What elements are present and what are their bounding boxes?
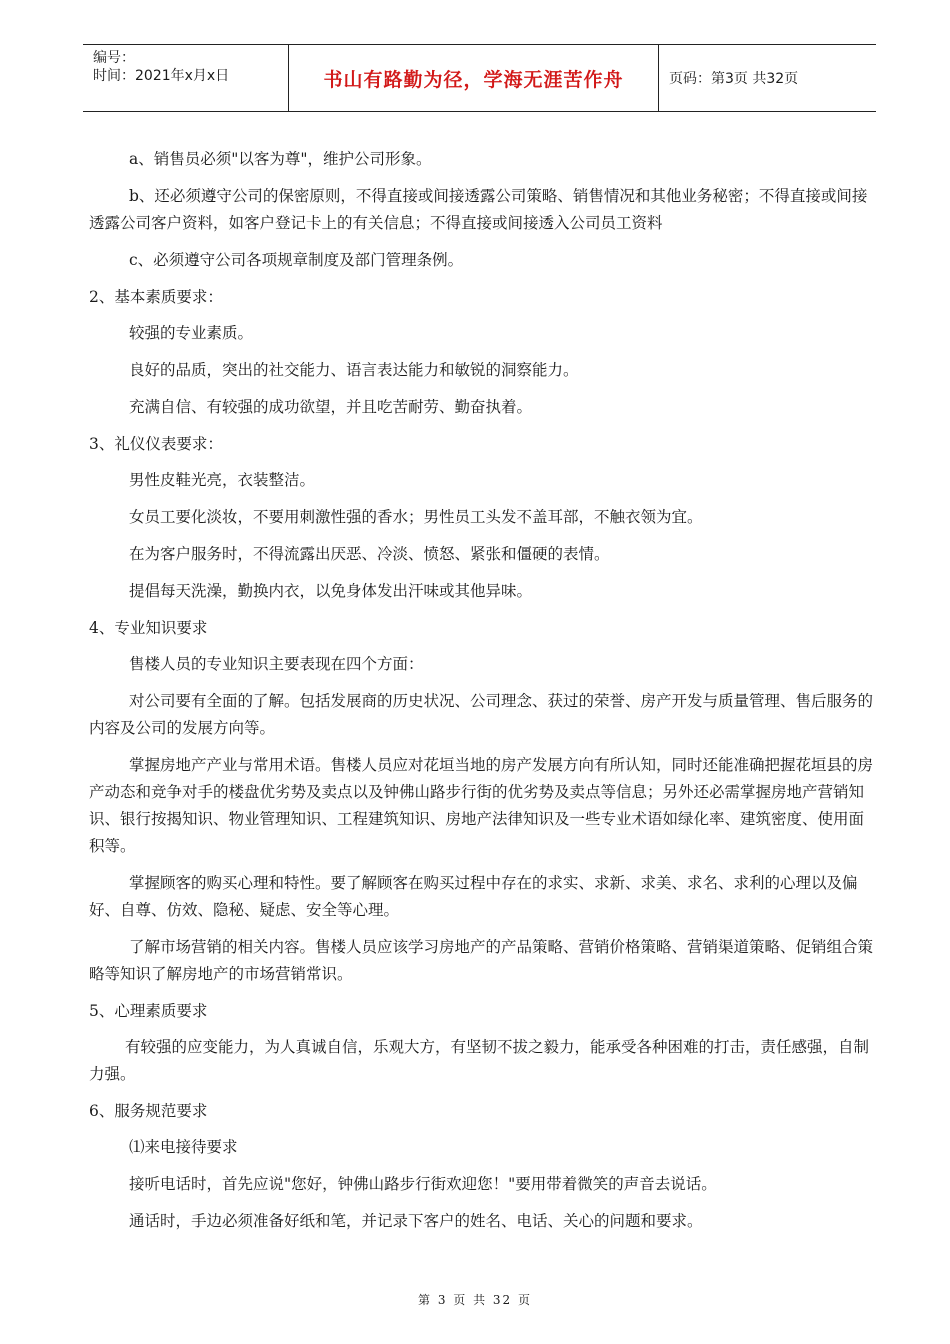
document-body <box>89 146 879 1245</box>
document-number-label: 编号： <box>93 50 135 66</box>
section-heading: 6、服务规范要求 <box>89 1102 208 1120</box>
section-heading: 5、心理素质要求 <box>89 1002 208 1020</box>
paragraph: 接听电话时，首先应说"您好，钟佛山路步行街欢迎您！"要用带着微笑的声音去说话。 <box>129 1175 717 1193</box>
paragraph: a、销售员必须"以客为尊"，维护公司形象。 <box>129 150 432 168</box>
paragraph: 较强的专业素质。 <box>129 324 254 342</box>
page-header <box>83 44 876 112</box>
page-footer: 第 3 页 共 32 页 <box>418 1293 532 1307</box>
header-meta <box>83 45 289 111</box>
section-heading: 4、专业知识要求 <box>89 619 208 637</box>
paragraph: 对公司要有全面的了解。包括发展商的历史状况、公司理念、获过的荣誉、房产开发与质量管理、售后服务的内容及公司的发展方向等。 <box>89 692 874 737</box>
subsection-heading: ⑴来电接待要求 <box>129 1138 238 1156</box>
header-page-info: 页码：第3页 共32页 <box>669 71 799 87</box>
header-motto: 书山有路勤为径，学海无涯苦作舟 <box>289 45 659 111</box>
paragraph: 男性皮鞋光亮，衣装整洁。 <box>129 471 316 489</box>
paragraph: c、必须遵守公司各项规章制度及部门管理条例。 <box>129 251 464 269</box>
paragraph: 充满自信、有较强的成功欲望，并且吃苦耐劳、勤奋执着。 <box>129 398 533 416</box>
paragraph: 掌握房地产产业与常用术语。售楼人员应对花垣当地的房产发展方向有所认知，同时还能准确把握花垣县的房产动态和竞争对手的楼盘优劣势及卖点以及钟佛山路步行街的优劣势及卖点等信息；另外还必需掌握房地产营销知识、银行按揭知识、物业管理知识、工程建筑知识、房地产法律知识及一些专业术语如绿化率、建筑密度、使用面积等。 <box>89 756 874 855</box>
paragraph: 了解市场营销的相关内容。售楼人员应该学习房地产的产品策略、营销价格策略、营销渠道策略、促销组合策略等知识了解房地产的市场营销常识。 <box>89 938 874 983</box>
section-heading: 2、基本素质要求： <box>89 288 223 306</box>
paragraph: 通话时，手边必须准备好纸和笔，并记录下客户的姓名、电话、关心的问题和要求。 <box>129 1212 703 1230</box>
paragraph: 掌握顾客的购买心理和特性。要了解顾客在购买过程中存在的求实、求新、求美、求名、求利的心理以及偏好、自尊、仿效、隐秘、疑虑、安全等心理。 <box>89 874 858 919</box>
section-heading: 3、礼仪仪表要求： <box>89 435 223 453</box>
paragraph: 有较强的应变能力，为人真诚自信，乐观大方，有坚韧不拔之毅力，能承受各种困难的打击，责任感强，自制力强。 <box>89 1038 870 1083</box>
paragraph: b、还必须遵守公司的保密原则，不得直接或间接透露公司策略、销售情况和其他业务秘密；不得直接或间接透露公司客户资料，如客户登记卡上的有关信息；不得直接或间接透入公司员工资料 <box>89 187 868 232</box>
paragraph: 售楼人员的专业知识主要表现在四个方面： <box>129 655 424 673</box>
paragraph: 女员工要化淡妆，不要用刺激性强的香水；男性员工头发不盖耳部，不触衣领为宜。 <box>129 508 703 526</box>
paragraph: 良好的品质，突出的社交能力、语言表达能力和敏锐的洞察能力。 <box>129 361 579 379</box>
document-time-label: 时间：2021年x月x日 <box>93 68 230 84</box>
paragraph: 提倡每天洗澡，勤换内衣，以免身体发出汗味或其他异味。 <box>129 582 533 600</box>
paragraph: 在为客户服务时，不得流露出厌恶、冷淡、愤怒、紧张和僵硬的表情。 <box>129 545 610 563</box>
